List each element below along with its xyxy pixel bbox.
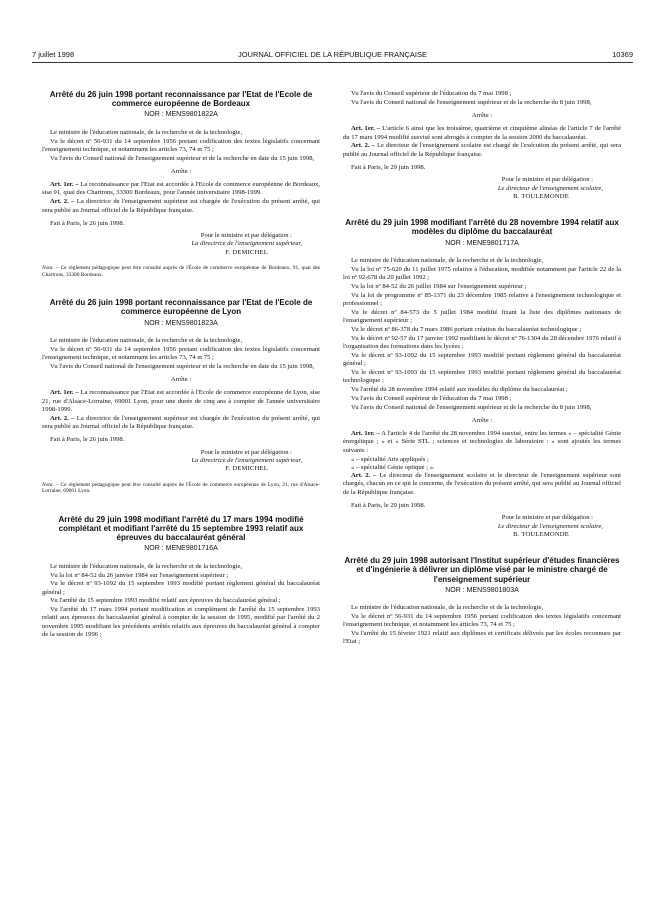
article-1 — [343, 430, 621, 455]
signature-role: Le directeur de l'enseignement scolaire, — [497, 184, 603, 192]
nota-note — [42, 482, 320, 495]
arrete-lyon — [42, 298, 320, 495]
preamble-paragraph: Vu l'avis du Conseil national de l'enseignement supérieur et de la recherche en date du 15 juin 1998, — [50, 154, 315, 162]
article-label: Art. 1er. – — [351, 430, 380, 438]
section-gap — [343, 544, 621, 556]
nor-reference: NOR : MENE9801717A — [445, 239, 519, 247]
nor-reference: NOR : MENE9801716A — [144, 545, 218, 553]
article-text: La directrice de l'enseignement supérieur est chargée de l'exécution du présent arrêté, qui sera publié au Journal officiel de la République française. — [42, 198, 320, 214]
preamble-paragraph: Le ministre de l'éducation nationale, de la recherche et de la technologie, — [351, 604, 544, 612]
arrete-institut-superieur — [343, 556, 621, 646]
arrete-title: Arrêté du 29 juin 1998 modifiant l'arrêté du 28 novembre 1994 relatif aux modèles du diplôme du baccalauréat — [345, 218, 619, 237]
preamble-paragraph: Vu le décret nº 92-57 du 17 janvier 1992 modifiant le décret nº 76-1304 du 28 décembre 1976 relatif à l'organisation des formations dans les lycées ; — [343, 334, 621, 350]
preamble-paragraph: Le ministre de l'éducation nationale, de la recherche et de la technologie, — [50, 562, 243, 570]
article-text: La reconnaissance par l'Etat est accordée à l'Ecole de commerce européenne de Bordeaux, sise 91, quai des Chartrons, 33300 Bordeaux, pour l'année universitaire 1998-1999. — [42, 181, 320, 197]
preamble-paragraph: Le ministre de l'éducation nationale, de la recherche et de la technologie, — [351, 256, 544, 264]
list-item: « – spécialité Arts appliqués ; — [351, 455, 429, 463]
right-column — [343, 90, 621, 647]
article-text: La directrice de l'enseignement supérieur est chargée de l'exécution du présent arrêté, qui sera publié au Journal officiel de la République française. — [42, 414, 320, 431]
preamble-paragraph: Vu l'avis du Conseil national de l'enseignement supérieur et de la recherche en date du 15 juin 1998, — [50, 362, 315, 370]
article-1 — [42, 181, 320, 198]
article-label: Art. 2. – — [50, 414, 75, 422]
signature-delegation: Pour le ministre et par délégation : — [501, 176, 593, 184]
nota-text: Ce règlement pédagogique peut être consulté auprès de l'École de commerce européenne de Bordeaux, 91, quai des Chartrons, 33300 Bordeaux. — [42, 265, 321, 278]
preamble-paragraph: Vu le décret nº 56-931 du 14 septembre 1956 portant codification des textes législatifs concernant l'enseignement technique, et notamment les articles 73, 74 et 75 ; — [343, 612, 621, 629]
arrete-heading: Arrête : — [170, 376, 192, 384]
arrete-heading: Arrête : — [170, 167, 192, 175]
signature-role: La directrice de l'enseignement supérieur, — [191, 457, 302, 465]
arrete-bordeaux — [42, 90, 320, 278]
signature-role: Le directeur de l'enseignement scolaire, — [497, 522, 603, 530]
nota-text: Ce règlement pédagogique peut être consulté auprès de l'École de commerce européenne de Lyon, 21, rue d'Alsace-Lorraine, 69001 Lyon. — [42, 481, 320, 495]
fait-a-paris: Fait à Paris, le 29 juin 1998. — [351, 501, 426, 509]
signature-name: F. DEMICHEL — [225, 465, 268, 473]
header-date: 7 juillet 1998 — [32, 50, 75, 59]
nota-note — [42, 265, 320, 278]
preamble-paragraph: Vu le décret nº 84-573 du 5 juillet 1984 modifié fixant la liste des diplômes nationaux de l'enseignement supérieur ; — [343, 308, 621, 325]
signature-role: La directrice de l'enseignement supérieur, — [191, 240, 302, 248]
preamble-paragraph: Vu la loi de programme nº 85-1371 du 23 décembre 1985 relative à l'enseignement technologique et professionnel ; — [343, 291, 621, 307]
article-label: Art. 2. – — [351, 142, 375, 150]
signature-delegation: Pour le ministre et par délégation : — [501, 514, 593, 522]
section-gap — [42, 495, 320, 515]
arrete-title: Arrêté du 29 juin 1998 modifiant l'arrêté du 17 mars 1994 modifié complétant et modifiant l'arrêté du 15 septembre 1993 relatif aux épreuves du baccalauréat général — [58, 514, 304, 543]
preamble-paragraph: Vu le décret nº 93-1092 du 15 septembre 1993 modifié portant règlement général du baccalauréat général ; — [42, 580, 320, 596]
arrete-title: Arrêté du 29 juin 1998 autorisant l'Institut supérieur d'études financières et d'ingénierie à délivrer un diplôme visé par le ministre chargé de l'enseignement supérieur — [344, 556, 620, 584]
arrete-modeles-diplome — [343, 218, 621, 539]
preamble-paragraph: Vu l'avis du Conseil national de l'enseignement supérieur et de la recherche du 8 juin 1998, — [351, 98, 592, 106]
arrete-heading: Arrête : — [471, 416, 493, 424]
arrete-title: Arrêté du 26 juin 1998 portant reconnaissance par l'Etat de l'Ecole de commerce européenne de Bordeaux — [49, 90, 313, 109]
article-label: Art. 2. – — [50, 198, 75, 206]
article-2 — [343, 142, 621, 159]
article-2 — [42, 415, 320, 432]
fait-a-paris: Fait à Paris, le 29 juin 1998. — [351, 164, 426, 172]
header-page-number: 10369 — [612, 50, 633, 59]
arrete-heading: Arrête : — [471, 112, 493, 120]
article-text: Le directeur de l'enseignement scolaire et le directeur de l'enseignement supérieur sont chargés, chacun en ce qui le concerne, de l'exécution du présent arrêté, qui sera publié au Journal officiel de la République française. — [343, 472, 622, 496]
arrete-title: Arrêté du 26 juin 1998 portant reconnaissance par l'Etat de l'Ecole de commerce européenne de Lyon — [49, 298, 313, 317]
nor-reference: NOR : MENS9801803A — [445, 586, 519, 594]
nota-label: Nota. – — [42, 265, 59, 272]
preamble-paragraph: Vu le décret nº 93-1093 du 15 septembre 1993 modifié portant règlement général du baccalauréat technologique ; — [343, 368, 621, 385]
preamble-paragraph: Vu la loi nº 75-620 du 11 juillet 1975 relative à l'éducation, modifiée notamment par l'article 22 de la loi nº 92-678 du 20 juillet 1992 ; — [343, 265, 621, 282]
preamble-paragraph: Vu l'avis du Conseil supérieur de l'éducation du 7 mai 1998 ; — [351, 90, 512, 97]
fait-a-paris: Fait à Paris, le 26 juin 1998. — [50, 219, 125, 227]
fait-a-paris: Fait à Paris, le 26 juin 1998. — [50, 436, 125, 444]
signature-name: F. DEMICHEL — [225, 248, 268, 256]
preamble-paragraph: Vu la loi nº 84-52 du 26 juillet 1984 sur l'enseignement supérieur ; — [351, 282, 527, 290]
signature-delegation: Pour le ministre et par délégation : — [200, 448, 292, 456]
article-text: A l'article 4 de l'arrêté du 28 novembre 1994 susvisé, entre les termes « – spécialité Génie énergétique ; » et « Série STL ; sciences et technologies de laboratoire : » sont ajoutés les termes suivants : — [343, 430, 622, 454]
preamble-paragraph: Vu le décret nº 86-378 du 7 mars 1986 portant création du baccalauréat technologique ; — [351, 325, 582, 333]
preamble-paragraph: Vu le décret nº 93-1092 du 15 septembre 1993 modifié portant règlement général du baccalauréat général ; — [343, 351, 621, 368]
header-journal-title: JOURNAL OFFICIEL DE LA RÉPUBLIQUE FRANÇAISE — [237, 50, 428, 59]
nor-reference: NOR : MENS9801822A — [144, 111, 218, 119]
article-label: Art. 1er. – — [50, 181, 79, 189]
preamble-paragraph: Vu l'arrêté du 15 février 1921 relatif aux diplômes et certificats délivrés par les écoles reconnues par l'Etat ; — [343, 629, 621, 646]
page-header — [32, 50, 633, 63]
preamble-paragraph: Vu l'avis du Conseil supérieur de l'éducation du 7 mai 1998 ; — [351, 394, 512, 402]
signature-name: B. TOULEMONDE — [513, 192, 569, 200]
signature-name: B. TOULEMONDE — [513, 530, 569, 538]
article-1 — [343, 125, 621, 142]
article-label: Art. 1er. – — [351, 125, 381, 133]
article-text: Le directeur de l'enseignement scolaire est chargé de l'exécution du présent arrêté, qui sera publié au Journal officiel de la République française. — [343, 142, 621, 158]
article-label: Art. 1er. – — [50, 389, 79, 397]
article-1 — [42, 389, 320, 414]
section-gap — [343, 206, 621, 218]
preamble-paragraph: Vu le décret nº 56-931 du 14 septembre 1956 portant codification des textes législatifs concernant l'enseignement technique, et notamment les articles 73, 74 et 75 ; — [42, 345, 320, 362]
preamble-paragraph: Vu l'arrêté du 28 novembre 1994 relatif aux modèles du diplôme du baccalauréat ; — [351, 385, 568, 393]
list-item: « – spécialité Génie optique ; ». — [351, 463, 435, 471]
signature-delegation: Pour le ministre et par délégation : — [200, 232, 292, 240]
section-gap — [42, 278, 320, 298]
article-label: Art. 2. – — [351, 472, 377, 480]
preamble-paragraph: Vu le décret nº 56-931 du 14 septembre 1956 portant codification des textes législatifs concernant l'enseignement technique, et notamment les articles 73, 74 et 75 ; — [42, 137, 320, 153]
preamble-paragraph: Vu la loi nº 84-52 du 26 janvier 1984 sur l'enseignement supérieur ; — [50, 571, 229, 579]
nor-reference: NOR : MENS9801823A — [144, 319, 218, 327]
left-column — [42, 90, 320, 640]
arrete-baccalaureat-general — [42, 515, 320, 640]
preamble-paragraph: Vu l'arrêté du 17 mars 1994 portant modification et complément de l'arrêté du 15 septembre 1993 relatif aux épreuves du baccalauréat général à compter de la session de 1995, modifié par l'arrêté du 2 novembre 1995 modifiant les précédents arrêtés relatifs aux épreuves du baccalauréat général à compter de la session de 1996 ; — [42, 606, 320, 639]
arrete-baccalaureat-general-continued — [343, 90, 621, 201]
preamble-paragraph: Le ministre de l'éducation nationale, de la recherche et de la technologie, — [50, 128, 243, 136]
preamble-paragraph: Vu l'avis du Conseil national de l'enseignement supérieur et de la recherche du 8 juin 1998, — [351, 403, 592, 411]
preamble-paragraph: Vu l'arrêté du 15 septembre 1993 modifié relatif aux épreuves du baccalauréat général ; — [50, 597, 281, 605]
article-text: La reconnaissance par l'Etat est accordée à l'Ecole de commerce européenne de Lyon, sise 21, rue d'Alsace-Lorraine, 69001 Lyon, pour une durée de cinq ans à compter de l'année universitaire 1998-1999. — [42, 389, 320, 414]
nota-label: Nota. – — [42, 481, 59, 488]
article-text: L'article 6 ainsi que les troisième, quatrième et cinquième alinéas de l'article 7 de l'arrêté du 17 mars 1994 modifié susvisé sont abrogés à compter de la session 2000 du baccalauréat. — [343, 125, 621, 141]
article-2 — [343, 472, 621, 497]
preamble-paragraph: Le ministre de l'éducation nationale, de la recherche et de la technologie, — [50, 336, 243, 344]
article-2 — [42, 198, 320, 215]
